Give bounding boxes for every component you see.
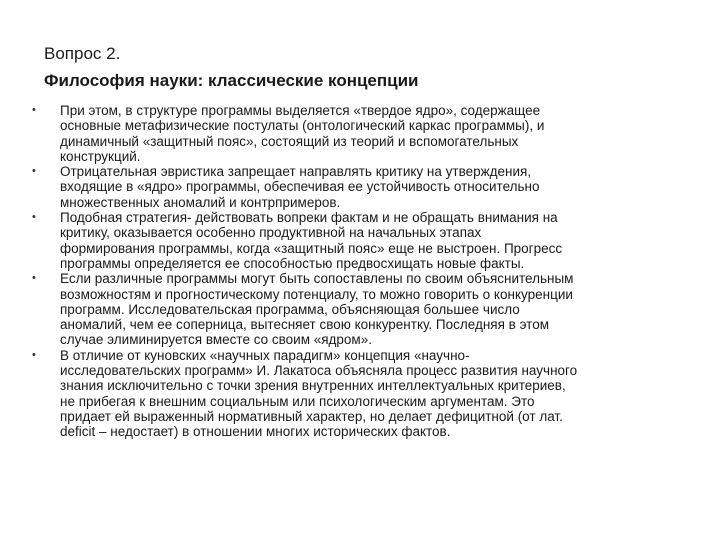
text-line: аномалий, чем ее соперница, вытесняет свою конкурентку. Последняя в этом <box>60 317 549 333</box>
text-line: придает ей выраженный нормативный характер, но делает дефицитной (от лат. <box>60 408 563 424</box>
bullet-item <box>0 348 680 440</box>
slide-title: Философия науки: классические концепции <box>44 71 419 90</box>
title-block <box>44 42 684 93</box>
bullet-icon: • <box>32 211 36 224</box>
text-line: deficit – недостает) в отношении многих исторических фактов. <box>60 424 451 440</box>
bullet-item <box>0 271 680 347</box>
text-line: В отличие от куновских «научных парадигм» концепция «научно- <box>60 347 470 363</box>
text-line: критику, оказывается особенно продуктивной на начальных этапах <box>60 225 482 241</box>
bullet-icon: • <box>32 104 36 116</box>
text-line: программ. Исследовательская программа, объясняющая большее число <box>60 301 520 317</box>
text-line: динамичный «защитный пояс», состоящий из теорий и вспомогательных <box>60 133 519 149</box>
text-line: Подобная стратегия- действовать вопреки фактам и не обращать внимания на <box>60 210 558 226</box>
text-line: множественных аномалий и контрпримеров. <box>60 194 341 210</box>
text-line: знания исключительно с точки зрения внутренних интеллектуальных критериев, <box>60 378 566 394</box>
bullet-list <box>0 103 720 440</box>
question-number: Вопрос 2. <box>44 44 121 63</box>
bullet-icon: • <box>32 348 36 361</box>
bullet-icon: • <box>32 272 36 285</box>
text-line: При этом, в структуре программы выделяется «твердое ядро», содержащее <box>60 103 541 118</box>
text-line: Если различные программы могут быть сопоставлены по своим объяснительным <box>60 271 574 287</box>
text-line: возможностям и прогностическому потенциалу, то можно говорить о конкуренции <box>60 286 573 302</box>
text-line: входящие в «ядро» программы, обеспечивая ее устойчивость относительно <box>60 179 540 195</box>
text-line: исследовательских программ» И. Лакатоса объясняла процесс развития научного <box>60 363 578 379</box>
bullet-item <box>0 103 680 164</box>
text-line: не прибегая к внешним социальным или психологическим аргументам. Это <box>60 393 535 409</box>
bullet-item <box>0 164 680 210</box>
bullet-item <box>0 210 680 271</box>
text-line: формирования программы, когда «защитный пояс» еще не выстроен. Прогресс <box>60 240 563 256</box>
text-line: Отрицательная эвристика запрещает направлять критику на утверждения, <box>60 164 532 180</box>
text-line: программы определяется ее способностью предвосхищать новые факты. <box>60 255 525 271</box>
text-line: случае элиминируется вместе со своим «ядром». <box>60 332 372 348</box>
bullet-icon: • <box>32 165 36 178</box>
text-line: основные метафизические постулаты (онтологический каркас программы), и <box>60 118 545 134</box>
text-line: конструкций. <box>60 148 141 164</box>
